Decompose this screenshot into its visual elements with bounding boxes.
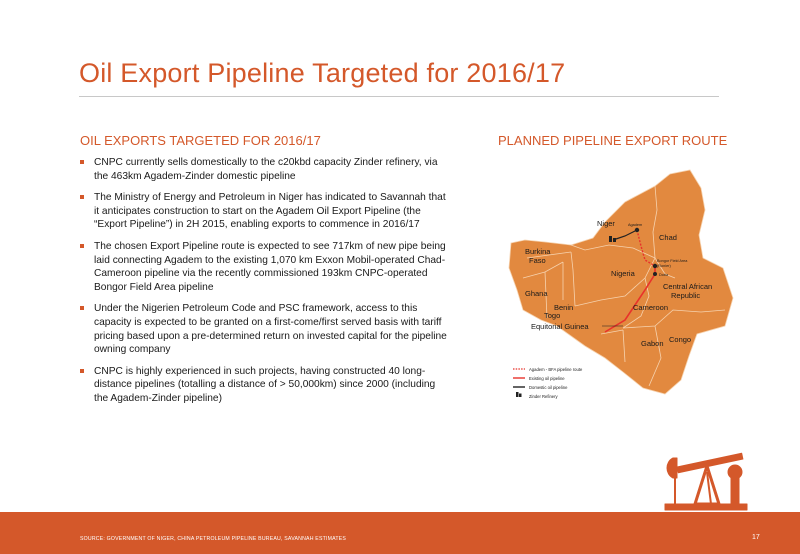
legend-label: Existing oil pipeline: [529, 376, 565, 381]
bullet-square-icon: [80, 244, 84, 248]
legend-refinery-icon: [516, 392, 519, 397]
source-note: SOURCE: GOVERNMENT OF NIGER, CHINA PETROLEUM PIPELINE BUREAU, SAVANNAH ESTIMATES: [80, 536, 347, 542]
zinder-refinery-map-icon: [613, 238, 616, 242]
place-label-bongor: Bongor Field Area: [657, 259, 688, 263]
country-label-car-2: Republic: [671, 291, 701, 300]
country-label-burkina: Burkina: [525, 247, 551, 256]
country-label-faso: Faso: [529, 256, 546, 265]
country-label-niger: Niger: [597, 219, 615, 228]
legend-refinery-icon: [519, 394, 522, 398]
bullet-square-icon: [80, 160, 84, 164]
bullet-text: The Ministry of Energy and Petroleum in Niger has indicated to Savannah that it anticipates construction to start on the Agadem Oil Export Pipeline (the “Export Pipeline”) in 2H 2015, enabling exports to commence in 2016/17: [94, 192, 446, 231]
title-divider: [79, 96, 719, 97]
bullet-item: [80, 365, 452, 406]
left-section-heading: OIL EXPORTS TARGETED FOR 2016/17: [80, 133, 321, 148]
country-label-chad: Chad: [659, 233, 677, 242]
country-label-togo: Togo: [544, 311, 561, 320]
country-label-gabon: Gabon: [641, 339, 664, 348]
pipeline-route-map: [505, 150, 735, 410]
bullet-text: The chosen Export Pipeline route is expected to see 717km of new pipe being laid connecting Agadem to the existing 1,070 km Exxon Mobil-operated Chad-Cameroon pipeline via the recently commissioned 193km CNPC-operated Bongor Field Area pipeline: [94, 240, 446, 293]
bullet-item: [80, 302, 452, 356]
legend-label: Domestic oil pipeline: [529, 385, 568, 390]
zinder-refinery-map-icon: [609, 236, 612, 242]
legend-label: Zinder Refinery: [529, 394, 558, 399]
bullet-item: [80, 156, 452, 183]
footer-bar: [0, 512, 800, 554]
country-label-benin: Benin: [554, 303, 574, 312]
map-legend: [513, 367, 583, 399]
bullet-text: Under the Nigerien Petroleum Code and PSC framework, access to this capacity is expected to be granted on a first-come/first served basis with tariff pricing based upon a pre-determined return on invested capital for the pipeline owning company: [94, 303, 447, 356]
bullet-item: [80, 240, 452, 294]
slide-title: Oil Export Pipeline Targeted for 2016/17: [79, 58, 566, 88]
place-label-doba: Doba: [659, 273, 669, 277]
place-label-ronier: (Ronier): [657, 264, 671, 268]
right-section-heading: PLANNED PIPELINE EXPORT ROUTE: [498, 133, 728, 148]
agadem-marker-icon: [635, 228, 639, 232]
bullet-text: CNPC currently sells domestically to the c20kbd capacity Zinder refinery, via the 463km Agadem-Zinder domestic pipeline: [94, 157, 438, 182]
bullet-text: CNPC is highly experienced in such projects, having constructed 40 long-distance pipelines (totalling a distance of > 50,000km) since 2000 (including the Agadem-Zinder pipeline): [94, 365, 436, 404]
doba-marker-icon: [653, 272, 657, 276]
bullet-list: [80, 156, 452, 414]
place-label-agadem: Agadem: [628, 223, 643, 227]
country-label-cameroon: Cameroon: [633, 303, 669, 312]
oil-pump-jack-icon: [655, 432, 755, 512]
country-label-eq-guinea: Equitorial Guinea: [531, 322, 589, 331]
country-label-congo: Congo: [669, 335, 692, 344]
bullet-square-icon: [80, 369, 84, 373]
country-label-ghana: Ghana: [525, 289, 548, 298]
page-number: 17: [752, 534, 760, 541]
country-label-nigeria: Nigeria: [611, 269, 635, 278]
country-label-car: Central African: [663, 282, 713, 291]
legend-label: Agadem - BFA pipeline route: [529, 367, 583, 372]
bullet-square-icon: [80, 306, 84, 310]
bullet-square-icon: [80, 195, 84, 199]
bullet-item: [80, 191, 452, 232]
